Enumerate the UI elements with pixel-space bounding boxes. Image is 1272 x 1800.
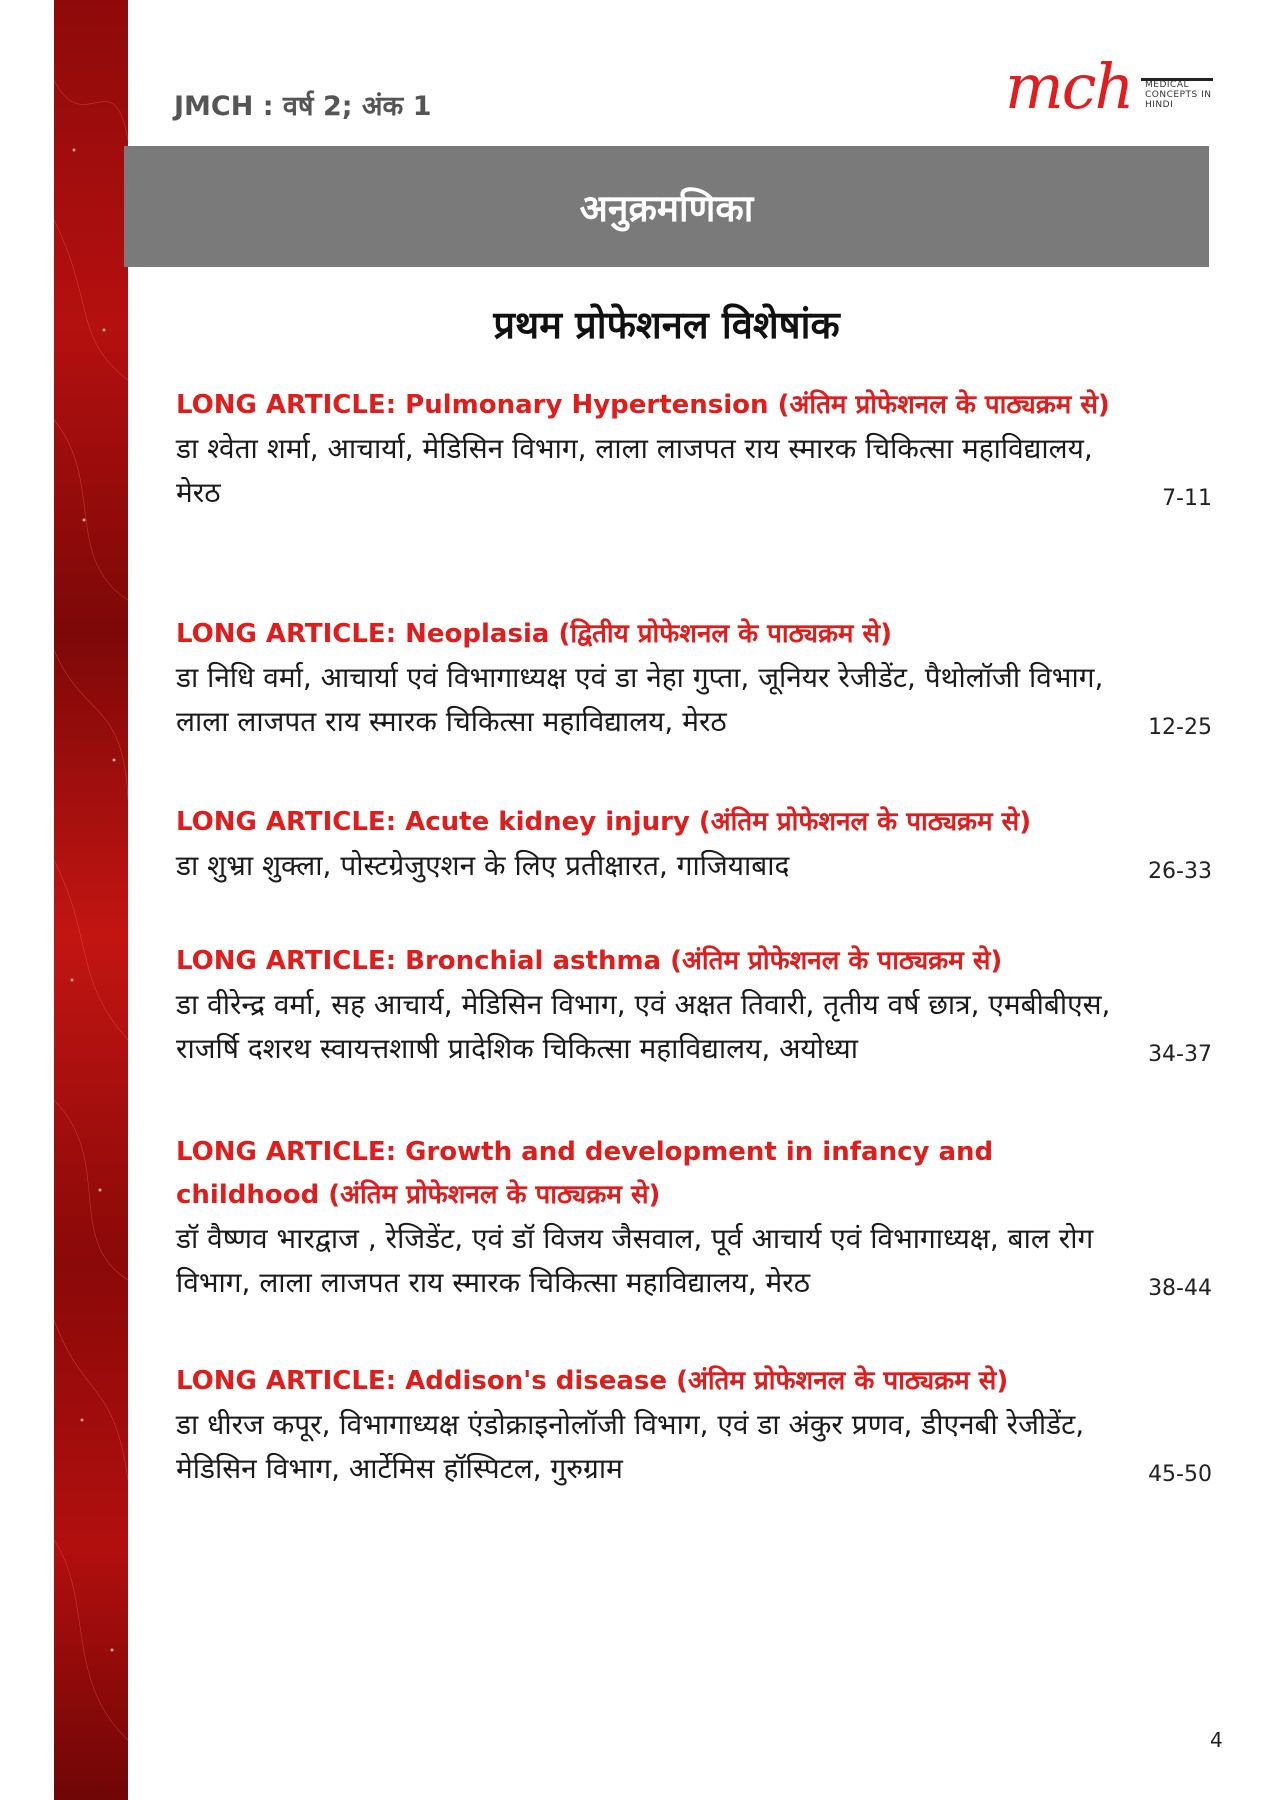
journal-issue-label: JMCH : वर्ष 2; अंक 1 bbox=[174, 91, 432, 122]
entry-author: डा श्वेता शर्मा, आचार्या, मेडिसिन विभाग, लाला लाजपत राय स्मारक चिकित्सा महाविद्यालय, मेरठ bbox=[176, 432, 1093, 509]
toc-entry bbox=[176, 940, 1216, 1071]
toc-entry bbox=[176, 613, 1216, 744]
entry-pages: 45-50 bbox=[1148, 1462, 1212, 1487]
page-subtitle: प्रथम प्रोफेशनल विशेषांक bbox=[493, 303, 840, 347]
logo-text bbox=[1145, 80, 1211, 110]
entry-pages: 38-44 bbox=[1148, 1276, 1212, 1301]
entry-title: LONG ARTICLE: Addison's disease (अंतिम प्रोफेशनल के पाठ्यक्रम से) bbox=[176, 1366, 1009, 1396]
entry-author: डॉ वैष्णव भारद्वाज , रेजिडेंट, एवं डॉ विजय जैसवाल, पूर्व आचार्य एवं विभागाध्यक्ष, बाल रोग विभाग, लाला लाजपत राय स्मारक चिकित्सा महाविद्यालय, मेरठ bbox=[176, 1222, 1094, 1299]
toc-entry bbox=[176, 801, 1216, 888]
entry-title: LONG ARTICLE: Bronchial asthma (अंतिम प्रोफेशनल के पाठ्यक्रम से) bbox=[176, 946, 1003, 976]
toc-entry bbox=[176, 1131, 1216, 1305]
logo-line: HINDI bbox=[1145, 100, 1174, 110]
entry-title: LONG ARTICLE: Growth and development in infancy and childhood (अंतिम प्रोफेशनल के पाठ्यक्रम से) bbox=[176, 1137, 994, 1210]
entry-author: डा निधि वर्मा, आचार्या एवं विभागाध्यक्ष एवं डा नेहा गुप्ता, जूनियर रेजीडेंट, पैथोलॉजी विभाग, लाला लाजपत राय स्मारक चिकित्सा महाविद्यालय, मेरठ bbox=[176, 661, 1104, 738]
sidebar-pattern bbox=[54, 0, 128, 1800]
entry-author: डा वीरेन्द्र वर्मा, सह आचार्य, मेडिसिन विभाग, एवं अक्षत तिवारी, तृतीय वर्ष छात्र, एमबीबीएस, राजर्षि दशरथ स्वायत्तशाषी प्रादेशिक चिकित्सा महाविद्यालय, अयोध्या bbox=[176, 988, 1111, 1065]
entry-pages: 26-33 bbox=[1148, 859, 1212, 884]
banner-title: अनुक्रमणिका bbox=[579, 187, 754, 230]
entry-title: LONG ARTICLE: Neoplasia (द्वितीय प्रोफेशनल के पाठ्यक्रम से) bbox=[176, 619, 892, 649]
entry-pages: 12-25 bbox=[1148, 715, 1212, 740]
entry-title: LONG ARTICLE: Pulmonary Hypertension (अंतिम प्रोफेशनल के पाठ्यक्रम से) bbox=[176, 390, 1110, 420]
page-number: 4 bbox=[1210, 1728, 1223, 1752]
contents-banner bbox=[124, 146, 1209, 267]
entry-title: LONG ARTICLE: Acute kidney injury (अंतिम प्रोफेशनल के पाठ्यक्रम से) bbox=[176, 807, 1032, 837]
logo-mark: mch bbox=[1005, 50, 1133, 123]
decorative-sidebar bbox=[54, 0, 128, 1800]
entry-author: डा धीरज कपूर, विभागाध्यक्ष एंडोक्राइनोलॉजी विभाग, एवं डा अंकुर प्रणव, डीएनबी रेजीडेंट, मेडिसिन विभाग, आर्टेमिस हॉस्पिटल, गुरुग्राम bbox=[176, 1408, 1085, 1485]
entry-pages: 7-11 bbox=[1162, 486, 1212, 511]
toc-entry bbox=[176, 384, 1216, 515]
logo-line: MEDICAL bbox=[1145, 80, 1189, 90]
logo-line: CONCEPTS IN bbox=[1145, 90, 1212, 100]
entry-author: डा शुभ्रा शुक्ला, पोस्टग्रेजुएशन के लिए प्रतीक्षारत, गाजियाबाद bbox=[176, 849, 790, 882]
mch-logo bbox=[1005, 52, 1215, 132]
toc-entry bbox=[176, 1360, 1216, 1491]
entry-pages: 34-37 bbox=[1148, 1042, 1212, 1067]
